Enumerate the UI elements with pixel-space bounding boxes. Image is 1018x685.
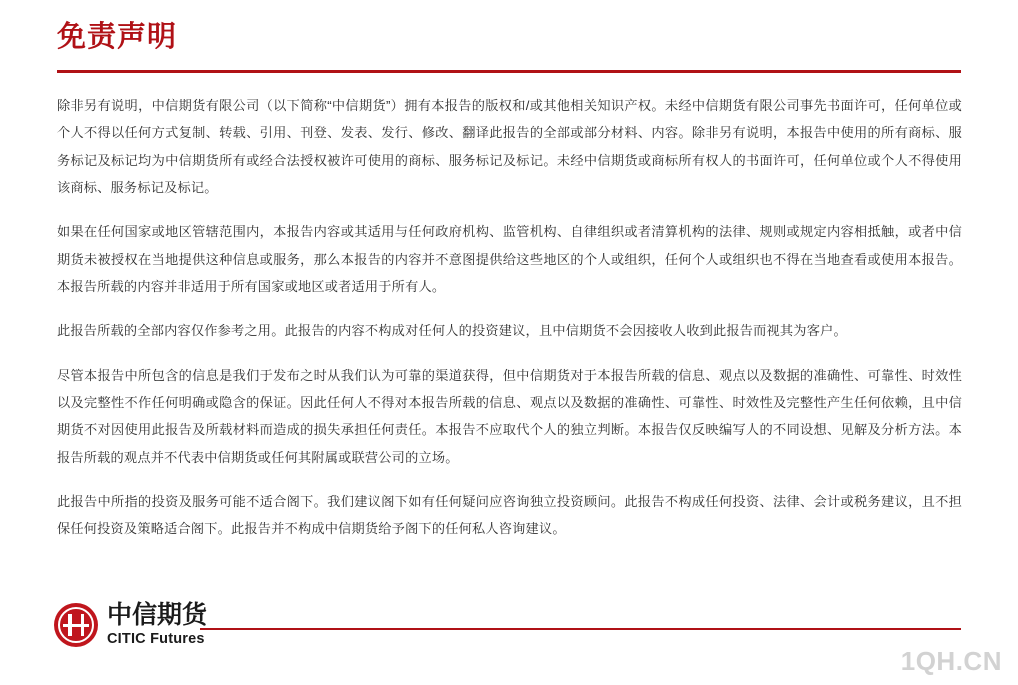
- disclaimer-paragraph: 如果在任何国家或地区管辖范围内，本报告内容或其适用与任何政府机构、监管机构、自律组织或者清算机构的法律、规则或规定内容相抵触，或者中信期货未被授权在当地提供这种信息或服务，那么本报告的内容并不意图提供给这些地区的个人或组织，任何个人或组织也不得在当地查看或使用本报告。本报告所载的内容并非适用于所有国家或地区或者适用于所有人。: [57, 224, 962, 294]
- title-divider: [57, 70, 961, 73]
- logo-bar-middle: [63, 624, 89, 628]
- citic-logo-icon: [54, 603, 98, 647]
- watermark: 1QH.CN: [900, 646, 1002, 676]
- logo-text-cn: 中信期货: [107, 601, 208, 630]
- disclaimer-paragraph: 尽管本报告中所包含的信息是我们于发布之时从我们认为可靠的渠道获得，但中信期货对于本报告所载的信息、观点以及数据的准确性、可靠性、时效性以及完整性不作任何明确或隐含的保证。因此任何人不得对本报告所载的信息、观点以及数据的准确性、可靠性、时效性及完整性产生任何依赖，且中信期货不对因使用此报告及所载材料而造成的损失承担任何责任。本报告不应取代个人的独立判断。本报告仅反映编写人的不同设想、见解及分析方法。本报告所载的观点并不代表中信期货或任何其附属或联营公司的立场。: [57, 367, 962, 465]
- footer-divider: [200, 628, 961, 630]
- page-title: 免责声明: [57, 21, 178, 53]
- disclaimer-paragraph: 除非另有说明，中信期货有限公司（以下简称“中信期货”）拥有本报告的版权和/或其他相关知识产权。未经中信期货有限公司事先书面许可，任何单位或个人不得以任何方式复制、转载、引用、刊登、发表、发行、修改、翻译此报告的全部或部分材料、内容。除非另有说明，本报告中使用的所有商标、服务标记及标记均为中信期货所有或经合法授权被许可使用的商标、服务标记及标记。未经中信期货或商标所有权人的书面许可，任何单位或个人不得使用该商标、服务标记及标记。: [57, 98, 962, 195]
- logo-wordmark: [107, 603, 207, 647]
- disclaimer-paragraph: 此报告所载的全部内容仅作参考之用。此报告的内容不构成对任何人的投资建议，且中信期货不会因接收人收到此报告而视其为客户。: [57, 323, 847, 339]
- logo-text-en: CITIC Futures: [107, 631, 205, 648]
- disclaimer-paragraph: 此报告中所指的投资及服务可能不适合阁下。我们建议阁下如有任何疑问应咨询独立投资顾问。此报告不构成任何投资、法律、会计或税务建议，且不担保任何投资及策略适合阁下。此报告并不构成中信期货给予阁下的任何私人咨询建议。: [57, 493, 962, 537]
- disclaimer-body: [57, 92, 962, 543]
- company-logo: [54, 603, 207, 647]
